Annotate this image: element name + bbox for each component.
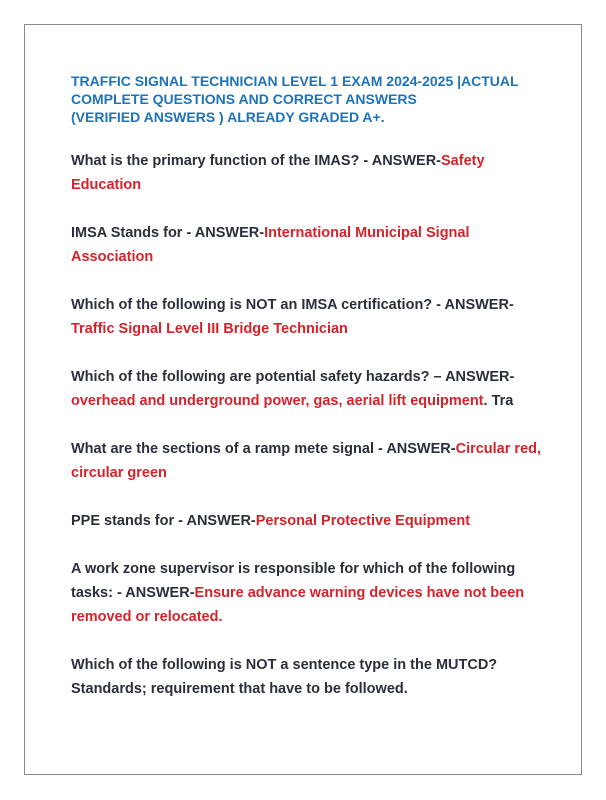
trailing-text: . Tra — [483, 393, 514, 409]
question-text: Which of the following are potential safety hazards? – ANSWER- — [71, 369, 515, 385]
qa-item-3 — [71, 293, 541, 341]
question-text: What is the primary function of the IMAS? - ANSWER- — [71, 153, 442, 169]
answer-text: overhead and underground power, gas, aerial lift equipment — [71, 393, 484, 409]
question-text: A work zone supervisor is responsible for which of the following tasks: - ANSWER- — [71, 561, 516, 601]
qa-item-1 — [71, 149, 541, 197]
qa-item-8 — [71, 653, 541, 701]
answer-text: Circular red, circular green — [71, 441, 542, 481]
qa-item-6 — [71, 509, 541, 533]
answer-text: Traffic Signal Level III Bridge Technician — [71, 321, 348, 337]
question-text: IMSA Stands for - ANSWER- — [71, 225, 265, 241]
qa-item-2 — [71, 221, 541, 269]
qa-list — [71, 149, 541, 701]
answer-text: Ensure advance warning devices have not been removed or relocated. — [71, 585, 525, 625]
question-text: What are the sections of a ramp mete signal - ANSWER- — [71, 441, 456, 457]
document-title: TRAFFIC SIGNAL TECHNICIAN LEVEL 1 EXAM 2024-2025 |ACTUAL COMPLETE QUESTIONS AND CORRECT ANSWERS (VERIFIED ANSWERS ) ALREADY GRADED A+. — [71, 73, 519, 125]
answer-text: Safety Education — [71, 153, 485, 193]
answer-text: International Municipal Signal Association — [71, 225, 470, 265]
document-content — [71, 72, 541, 725]
question-text: Which of the following is NOT an IMSA certification? - ANSWER- — [71, 297, 514, 313]
question-text: PPE stands for - ANSWER- — [71, 513, 256, 529]
qa-item-7 — [71, 557, 541, 629]
answer-text: Personal Protective Equipment — [255, 513, 471, 529]
qa-item-5 — [71, 437, 541, 485]
question-text: Which of the following is NOT a sentence type in the MUTCD? Standards; requirement that have to be followed. — [71, 657, 498, 697]
qa-item-4 — [71, 365, 541, 413]
